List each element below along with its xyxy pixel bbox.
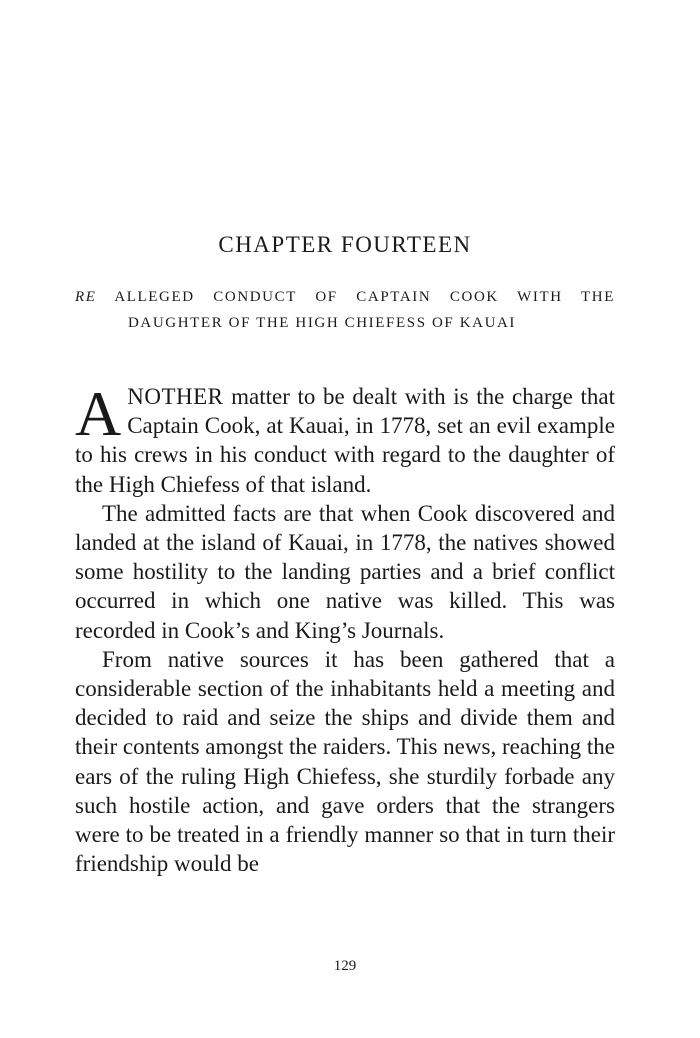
paragraph-1-text: matter to be dealt with is the charge that Captain Cook, at Kauai, in 1778, set an evil example to his crews in his conduct with regard to the daughter of the High Chiefess of that island. (75, 384, 615, 497)
page-number: 129 (333, 958, 357, 974)
paragraph-3: From native sources it has been gathered that a considerable section of the inhabitants held a meeting and decided to raid and seize the ships and divide them and their contents amongst the raiders. This news, reaching the ears of the ruling High Chiefess, she sturdily forbade any such hostile action, and gave orders that the strangers were to be treated in a friendly manner so that in turn their friendship would be (75, 646, 615, 877)
lead-in-caps: NOTHER (127, 384, 224, 409)
paragraph-1 (75, 378, 615, 499)
book-page (75, 0, 615, 1038)
chapter-subtitle (75, 284, 615, 336)
body-text (75, 378, 615, 878)
paragraph-2: The admitted facts are that when Cook discovered and landed at the island of Kauai, in 1778, the natives showed some hostility to the landing parties and a brief conflict occurred in which one native was killed. This was recorded in Cook’s and King’s Journals. (75, 500, 615, 643)
drop-cap: A (75, 378, 122, 449)
subtitle-text: ALLEGED CONDUCT OF CAPTAIN COOK WITH THE DAUGHTER OF THE HIGH CHIEFESS OF KAUAI (114, 289, 616, 331)
chapter-title: CHAPTER FOURTEEN (218, 232, 472, 257)
subtitle-re: RE (75, 289, 97, 305)
